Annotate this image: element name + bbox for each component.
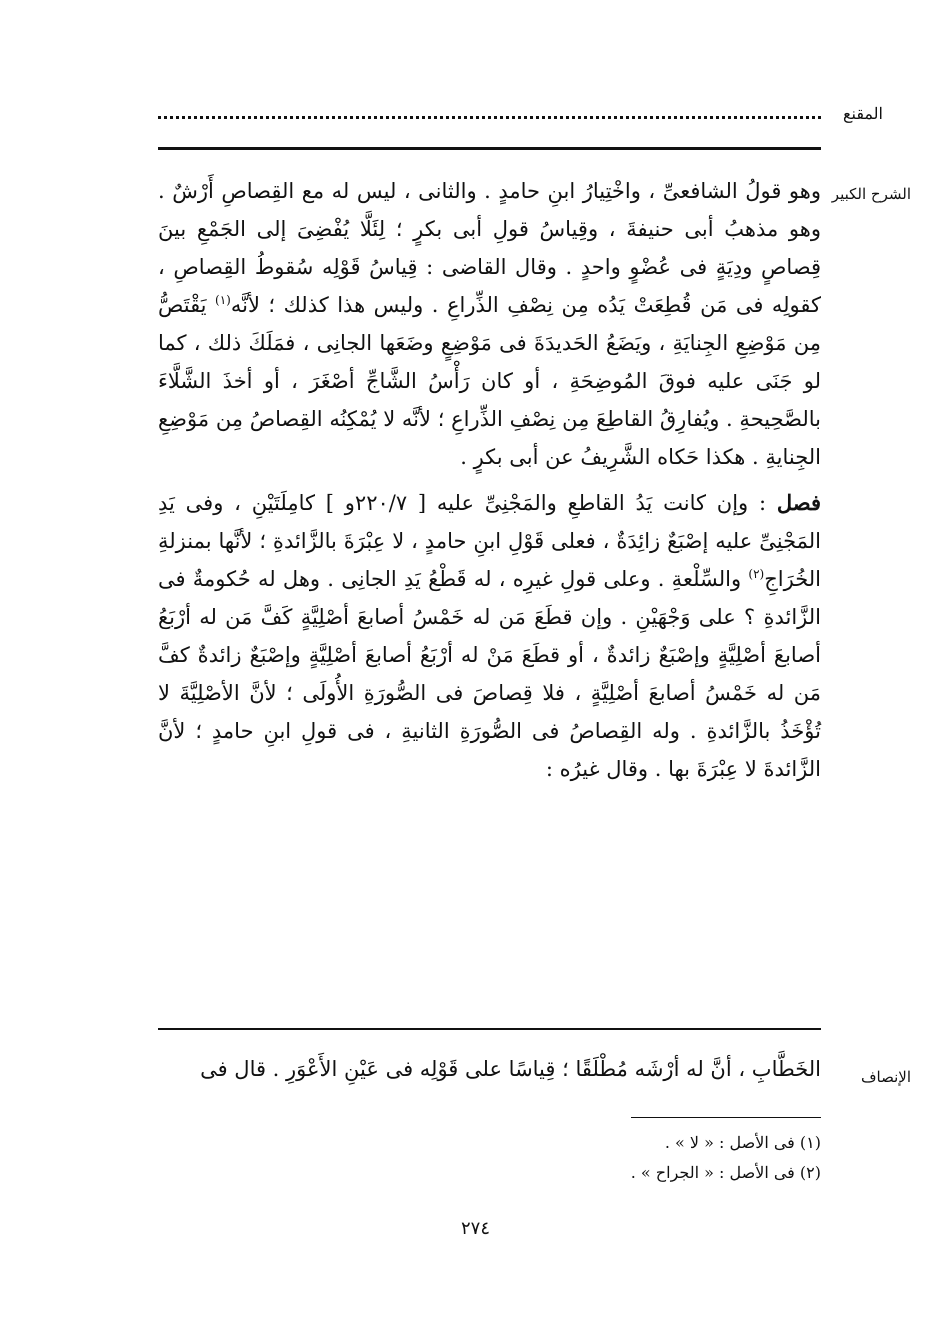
margin-label-sharh: الشرح الكبير bbox=[831, 185, 911, 203]
page-number: ٢٧٤ bbox=[460, 1218, 490, 1239]
paragraph-1-rest: يَقْتَصُّ مِن مَوْضِعِ الجِنايَةِ ، ويَضَعُ الحَديدَةَ فى مَوْضِعٍ وضَعَها الجانِى ، فمَلَكَ ذلك ، كما لو جَنَى عليه فوقَ المُوضِحَةِ ، أو كان رَأْسُ الشَّاجِّ أصْغَرَ ، أو أخذَ الشَّلَّاءَ بالصَّحِيحةِ . ويُفارِقُ القاطِعَ مِن نِصْفِ الذِّراعِ ؛ لأنَّه لا يُمْكِنُه القِصاصُ مِن مَوْضِعِ الجِنايةِ . هكذا حَكاه الشَّرِيفُ عن أبى بكرٍ . bbox=[158, 293, 821, 469]
dot-leader bbox=[158, 116, 821, 119]
paragraph-1-text: وهو قولُ الشافعىِّ ، واخْتِيارُ ابنِ حامدٍ . والثانى ، ليس له مع القِصاصِ أَرْشٌ . وهو مذهبُ أبى حنيفةَ ، وقِياسُ قولِ أبى بكرٍ ؛ لِئَلَّا يُفْضِىَ إلى الجَمْعِ بينَ قِصاصٍ ودِيَةٍ فى عُضْوٍ واحدٍ . وقال القاضى : قِياسُ قَوْلِه سُقوطُ القِصاصِ ، كقولِه فى مَن قُطِعَتْ يَدُه مِن نِصْفِ الذِّراعِ . وليس هذا كذلك ؛ لأنَّه bbox=[158, 179, 821, 317]
insaf-text bbox=[158, 1050, 821, 1088]
footnote-rule bbox=[631, 1117, 821, 1118]
paragraph-2 bbox=[158, 484, 821, 788]
paragraph-1 bbox=[158, 172, 821, 476]
running-title: المقنع bbox=[842, 104, 883, 123]
section-heading-fasl: فصل bbox=[776, 490, 822, 515]
footnote-2: (٢) فى الأصل : « الجراح » . bbox=[630, 1163, 821, 1182]
margin-label-insaf: الإنصاف bbox=[860, 1068, 911, 1086]
section-divider bbox=[158, 1028, 821, 1030]
paragraph-2-text-b: والسِّلْعةِ . وعلى قولِ غيرِه ، له قَطْعُ يَدِ الجانِى . وهل له حُكومةٌ فى الزَّائدةِ ؟ على وَجْهَيْنِ . وإن قطَعَ مَن له خَمْسُ أصابعَ أصْلِيَّةٍ كَفَّ مَن له أرْبَعُ أصابعَ أصْلِيَّةٍ وإصْبَعٌ زائدةٌ ، أو قطَعَ مَنْ له أرْبَعُ أصابعَ أصْلِيَّةٍ وإصْبَعٌ زائدةٌ كفَّ مَن له خَمْسُ أصابعَ أصْلِيَّةٍ ، فلا قِصاصَ فى الصُّورَةِ الأُولَى ؛ لأنَّ الأصْلِيَّةَ لا تُؤْخَذُ بالزَّائدةِ . وله القِصاصُ فى الصُّورَةِ الثانيةِ ، فى قولِ ابنِ حامدٍ ؛ لأنَّ الزَّائدةَ لا عِبْرَةَ بها . وقال غيرُه : bbox=[158, 567, 821, 781]
footnote-ref-2: (٢) bbox=[748, 567, 765, 581]
footnotes bbox=[158, 1128, 821, 1188]
header-rule bbox=[158, 147, 821, 150]
main-text bbox=[158, 172, 821, 788]
paragraph-2-text-a: : وإن كانت يَدُ القاطعِ والمَجْنِىِّ عليه [ ٢٢٠/٧و ] كامِلَتَيْنِ ، وفى يَدِ المَجْنِىِّ عليه إصْبَعٌ زائِدَةٌ ، فعلى قَوْلِ ابنِ حامدٍ ، لا عِبْرَةَ بالزَّائدةِ ؛ لأنَّها بمنزلةِ الخُرَاجِ bbox=[158, 491, 821, 591]
footnote-1: (١) فى الأصل : « لا » . bbox=[664, 1133, 821, 1152]
footnote-ref-1: (١) bbox=[215, 293, 231, 307]
insaf-paragraph: الخَطَّابِ ، أنَّ له أرْشَه مُطْلَقًا ؛ قِياسًا على قَوْلِه فى عَيْنِ الأَعْوَرِ . قال فى bbox=[200, 1057, 821, 1081]
